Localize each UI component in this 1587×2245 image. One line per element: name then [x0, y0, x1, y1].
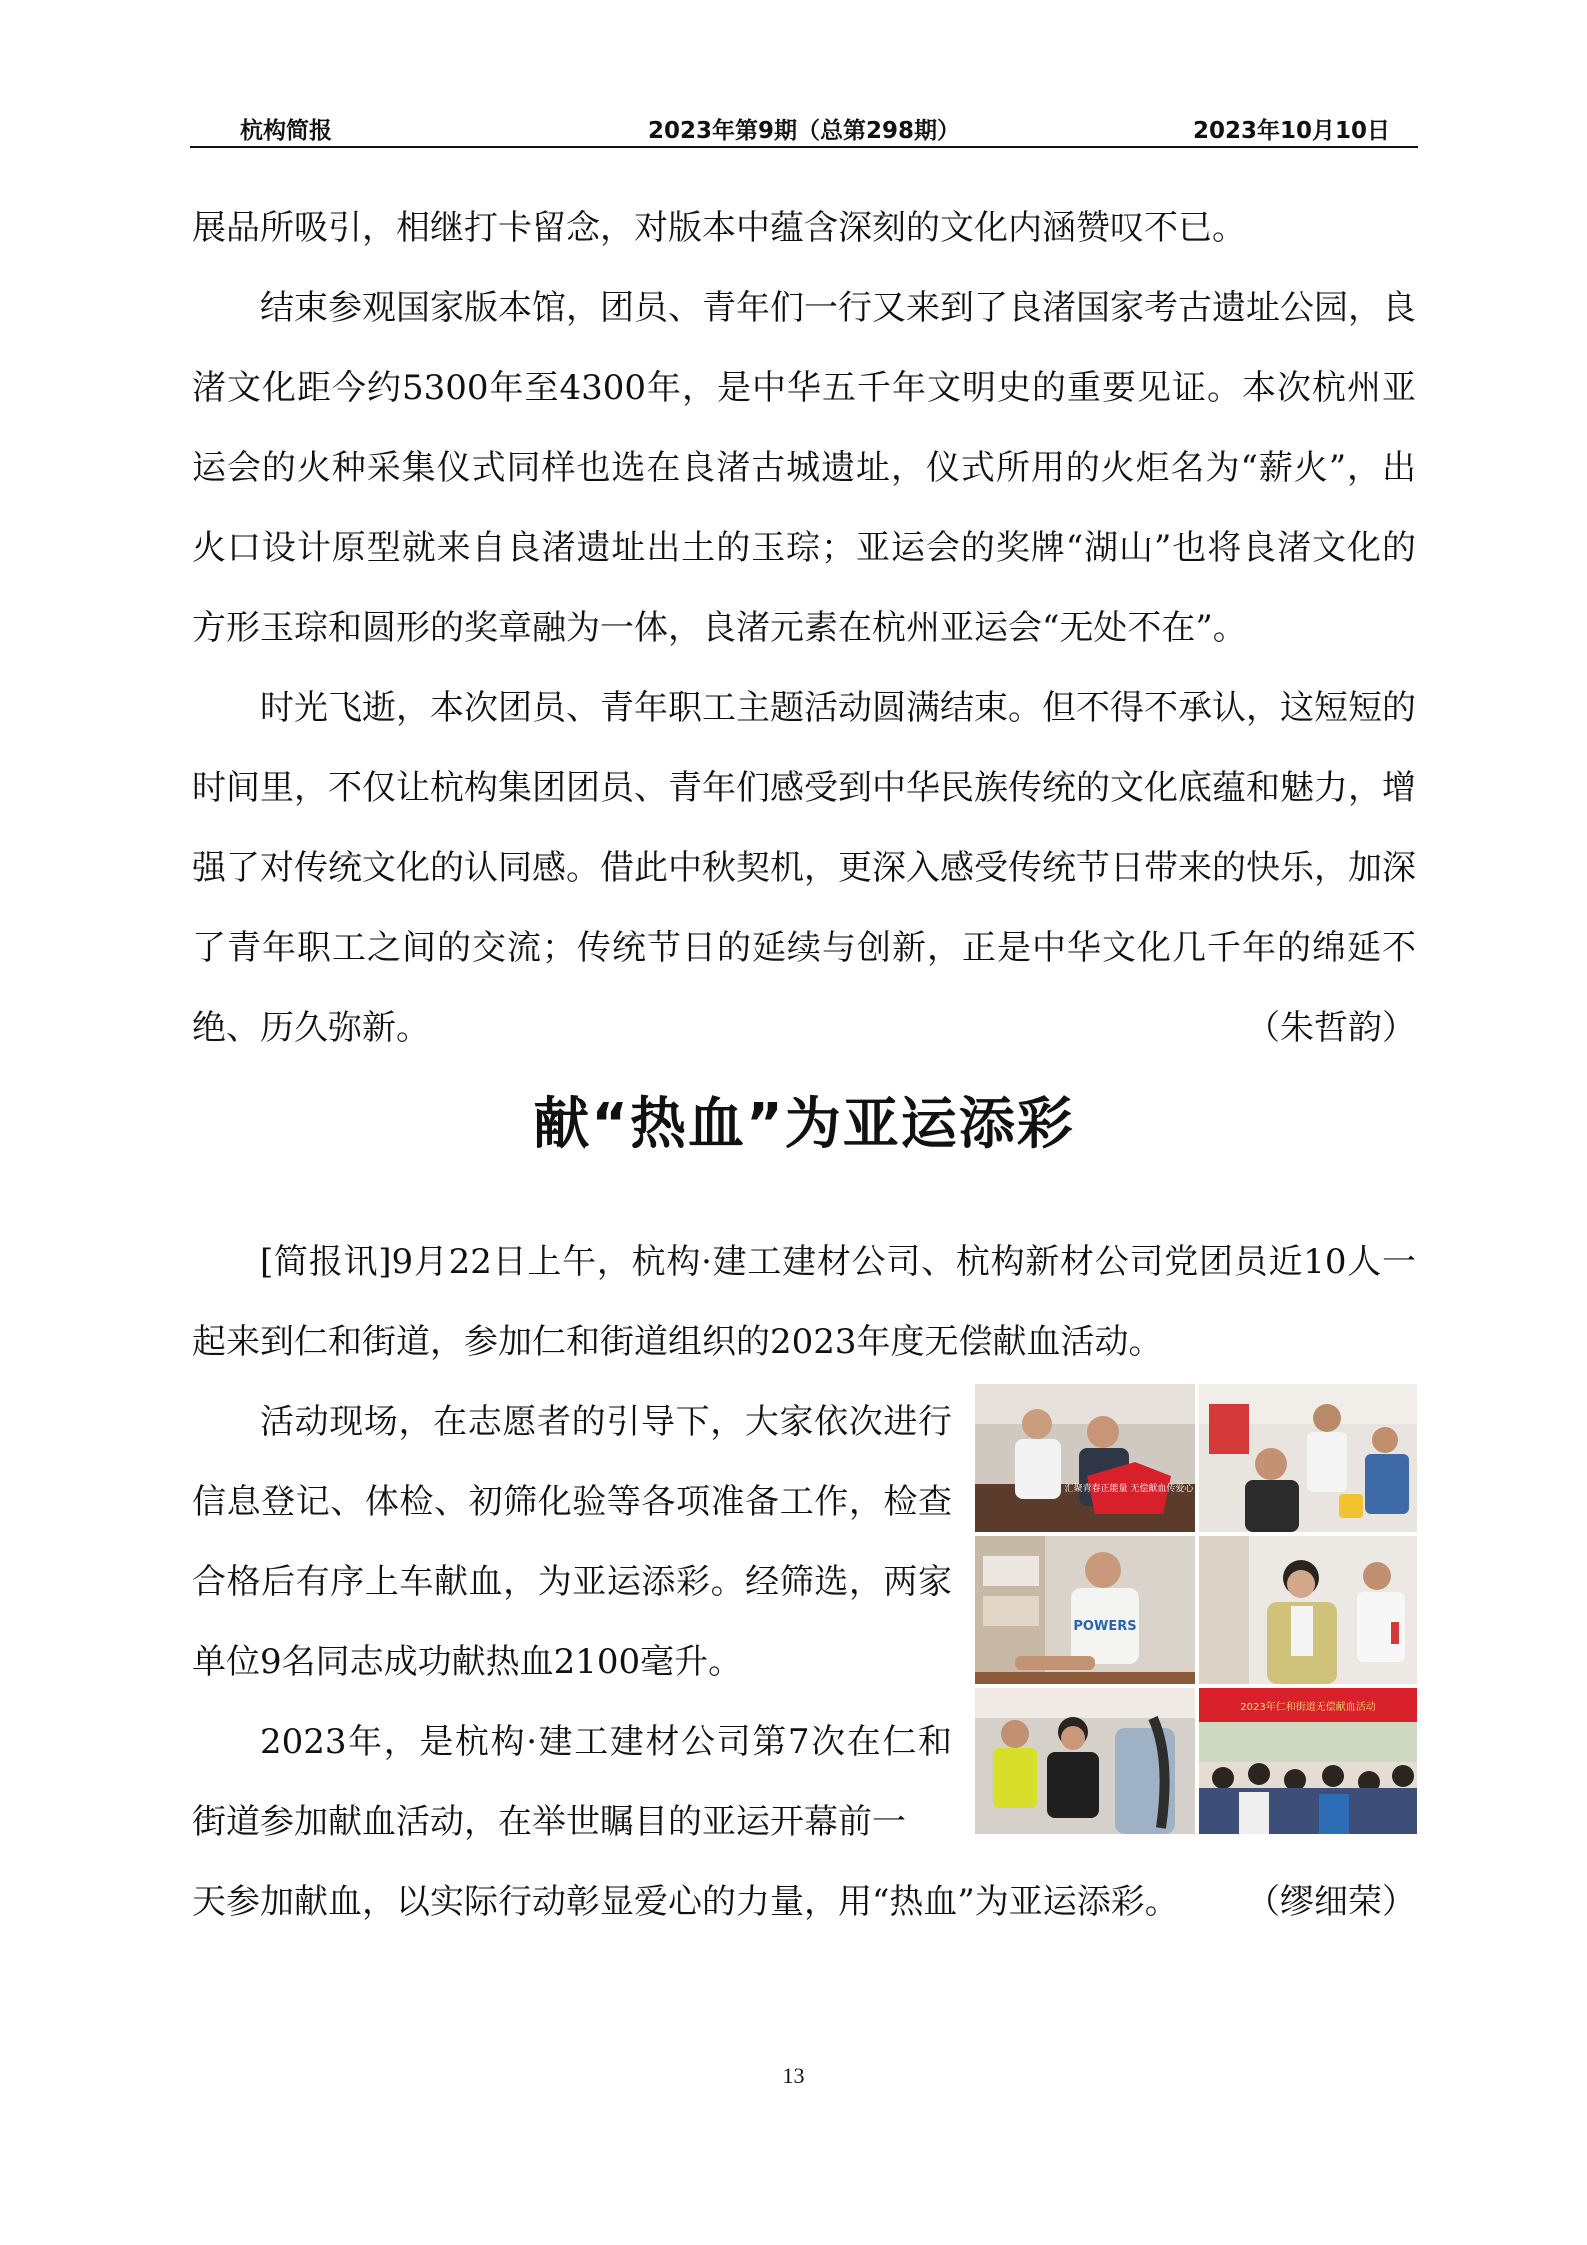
article2-paragraph-3b: [192, 1862, 1416, 1942]
blood-donation-photo-collage: [975, 1384, 1417, 1834]
photo-donation-room: [1199, 1384, 1417, 1532]
photo-donors-in-vehicle: [975, 1688, 1195, 1834]
photo1-sign-text: 汇聚青春正能量 无偿献血传爱心: [1064, 1484, 1194, 1494]
article2-side-text: [192, 1382, 952, 1862]
photo6-banner-text: 2023年仁和街道无偿献血活动: [1240, 1702, 1376, 1713]
photo-donors-with-sign: [975, 1384, 1195, 1532]
article1-body: [192, 188, 1416, 1068]
article1-paragraph-2-text: 时光飞逝，本次团员、青年职工主题活动圆满结束。但不得不承认，这短短的时间里，不仅让杭构集团团员、青年们感受到中华民族传统的文化底蕴和魅力，增强了对传统文化的认同感。借此中秋契机，更深入感受传统节日带来的快乐，加深了青年职工之间的交流；传统节日的延续与创新，正是中华文化几千年的绵延不绝、历久弥新。: [192, 688, 1416, 1048]
article2-paragraph-2: 活动现场，在志愿者的引导下，大家依次进行信息登记、体检、初筛化验等各项准备工作，检查合格后有序上车献血，为亚运添彩。经筛选，两家单位9名同志成功献热血2100毫升。: [192, 1402, 952, 1682]
header-rule: [190, 146, 1418, 148]
photo3-shirt-text: POWERS: [1073, 1619, 1137, 1634]
article2-author: （缪细荣）: [1246, 1882, 1416, 1922]
page-number: 13: [782, 2063, 805, 2088]
header-publication: 杭构简报: [240, 118, 332, 144]
photo-event-crowd-banner: [1199, 1688, 1417, 1834]
header-issue: 2023年第9期（总第298期）: [647, 118, 961, 144]
article2-paragraph-3a: 2023年，是杭构·建工建材公司第7次在仁和街道参加献血活动，在举世瞩目的亚运开幕前一: [192, 1722, 952, 1842]
article2-title: 献“热血”为亚运添彩: [533, 1092, 1075, 1157]
article1-author: （朱哲韵）: [1246, 1008, 1416, 1048]
article2-intro: [192, 1222, 1416, 1382]
photo-donor-powers-shirt: [975, 1536, 1195, 1684]
article1-paragraph-1: 结束参观国家版本馆，团员、青年们一行又来到了良渚国家考古遗址公园，良渚文化距今约5300年至4300年，是中华五千年文明史的重要见证。本次杭州亚运会的火种采集仪式同样也选在良渚古城遗址，仪式所用的火炬名为“薪火”，出火口设计原型就来自良渚遗址出土的玉琮；亚运会的奖牌“湖山”也将良渚文化的方形玉琮和圆形的奖章融为一体，良渚元素在杭州亚运会“无处不在”。: [192, 288, 1416, 648]
page-header: [190, 112, 1418, 142]
article1-paragraph-0: 展品所吸引，相继打卡留念，对版本中蕴含深刻的文化内涵赞叹不已。: [192, 208, 1246, 248]
article2-closing: [192, 1862, 1416, 1942]
header-date: 2023年10月10日: [1192, 118, 1390, 144]
article2-paragraph-3b-text: 天参加献血，以实际行动彰显爱心的力量，用“热血”为亚运添彩。: [192, 1882, 1179, 1922]
article2-paragraph-1: [简报讯]9月22日上午，杭构·建工建材公司、杭构新材公司党团员近10人一起来到仁和街道，参加仁和街道组织的2023年度无偿献血活动。: [192, 1242, 1416, 1362]
photo-donor-yellow-jacket: [1199, 1536, 1417, 1684]
article1-paragraph-2: [192, 668, 1416, 1068]
